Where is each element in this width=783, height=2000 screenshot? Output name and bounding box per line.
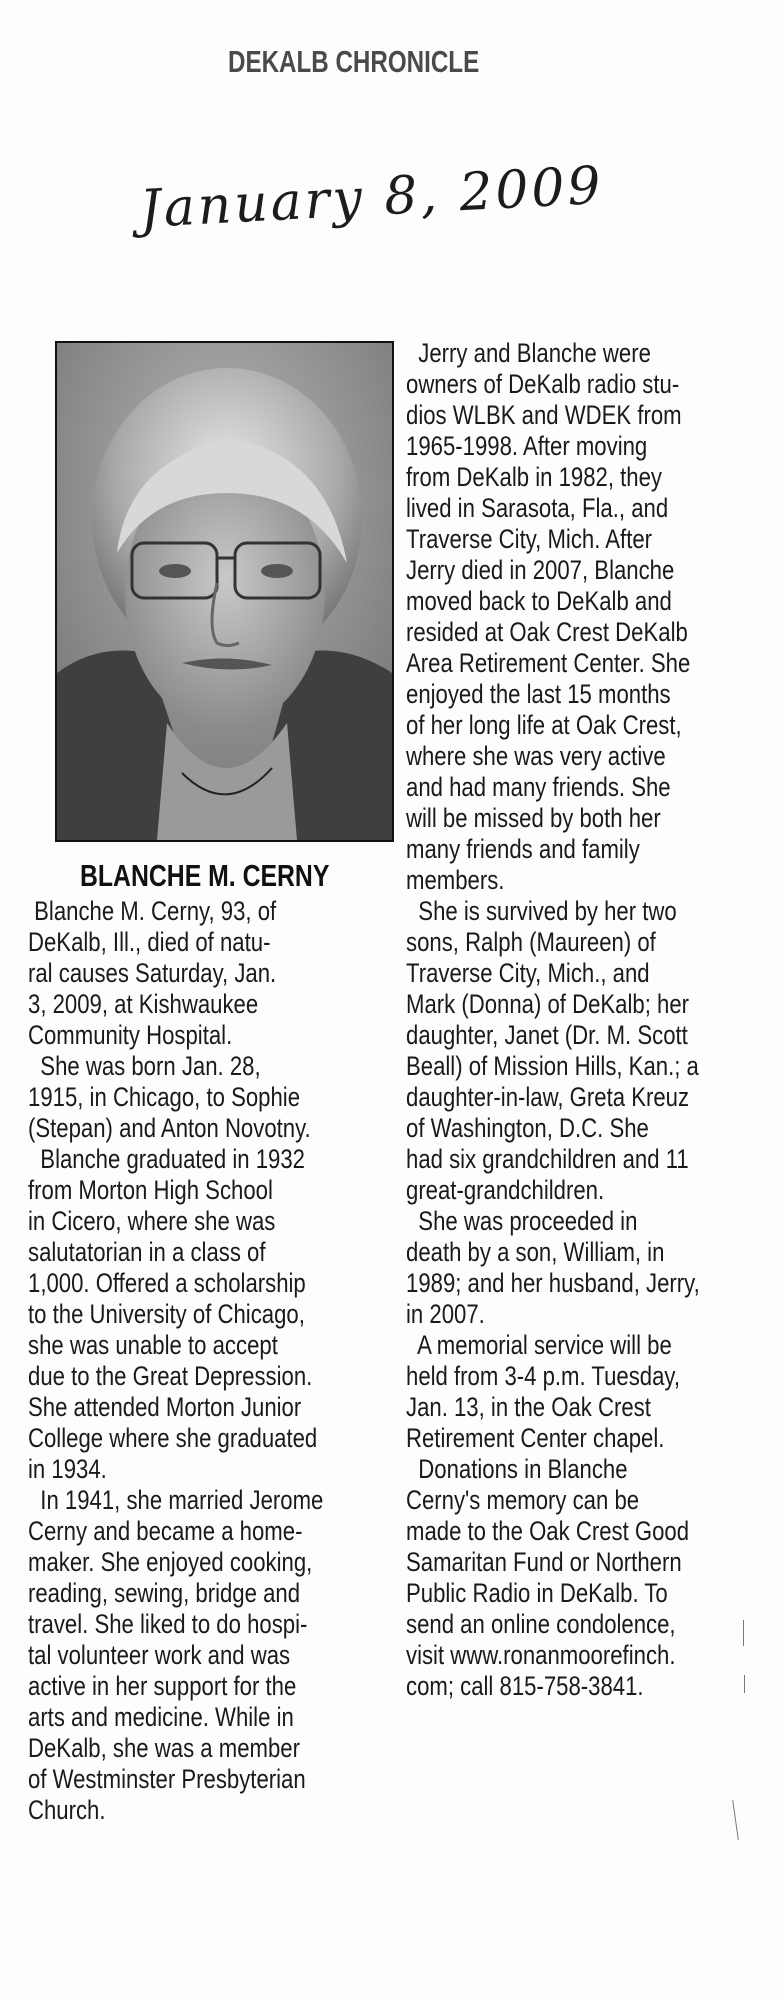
- obituary-text-line: Retirement Center chapel.: [406, 1423, 665, 1453]
- obituary-text-line: in Cicero, where she was: [28, 1206, 276, 1236]
- obituary-text-line: She is survived by her two: [406, 896, 677, 926]
- obituary-text-line: members.: [406, 865, 505, 895]
- obituary-text-line: active in her support for the: [28, 1671, 297, 1701]
- obituary-text-line: dios WLBK and WDEK from: [406, 400, 682, 430]
- obituary-text-line: to the University of Chicago,: [28, 1299, 305, 1329]
- obituary-text-line: Public Radio in DeKalb. To: [406, 1578, 668, 1608]
- obituary-left-column: [28, 896, 408, 1826]
- obituary-text-line: in 1934.: [28, 1454, 107, 1484]
- obituary-text-line: of Westminster Presbyterian: [28, 1764, 306, 1794]
- obituary-text-line: will be missed by both her: [406, 803, 661, 833]
- obituary-text-line: ral causes Saturday, Jan.: [28, 958, 277, 988]
- obituary-text-line: She attended Morton Junior: [28, 1392, 302, 1422]
- handwritten-date: January 8, 2009: [138, 155, 606, 240]
- obituary-text-line: Area Retirement Center. She: [406, 648, 691, 678]
- obituary-text-line: 1965-1998. After moving: [406, 431, 648, 461]
- obituary-text-line: many friends and family: [406, 834, 640, 864]
- scan-mark: [743, 1620, 744, 1646]
- obituary-text-line: death by a son, William, in: [406, 1237, 665, 1267]
- obituary-text-line: Samaritan Fund or Northern: [406, 1547, 682, 1577]
- obituary-text-line: Cerny and became a home-: [28, 1516, 303, 1546]
- obituary-text-line: 1989; and her husband, Jerry,: [406, 1268, 700, 1298]
- obituary-text-line: DeKalb, Ill., died of natu-: [28, 927, 271, 957]
- obituary-text-line: visit www.ronanmoorefinch.: [406, 1640, 676, 1670]
- obituary-text-line: Cerny's memory can be: [406, 1485, 640, 1515]
- obituary-text-line: Traverse City, Mich., and: [406, 958, 650, 988]
- obituary-text-line: Community Hospital.: [28, 1020, 233, 1050]
- obituary-text-line: daughter, Janet (Dr. M. Scott: [406, 1020, 688, 1050]
- obituary-text-line: moved back to DeKalb and: [406, 586, 672, 616]
- obituary-text-line: College where she graduated: [28, 1423, 318, 1453]
- obituary-name-heading: BLANCHE M. CERNY: [80, 858, 330, 893]
- portrait-photo: [55, 341, 394, 842]
- obituary-text-line: 1915, in Chicago, to Sophie: [28, 1082, 301, 1112]
- obituary-text-line: (Stepan) and Anton Novotny.: [28, 1113, 311, 1143]
- obituary-text-line: Church.: [28, 1795, 106, 1825]
- obituary-text-line: travel. She liked to do hospi-: [28, 1609, 308, 1639]
- obituary-text-line: reading, sewing, bridge and: [28, 1578, 301, 1608]
- obituary-text-line: Traverse City, Mich. After: [406, 524, 653, 554]
- obituary-text-line: resided at Oak Crest DeKalb: [406, 617, 688, 647]
- scan-mark: [732, 1800, 739, 1840]
- obituary-text-line: from Morton High School: [28, 1175, 273, 1205]
- obituary-text-line: lived in Sarasota, Fla., and: [406, 493, 669, 523]
- obituary-text-line: due to the Great Depression.: [28, 1361, 313, 1391]
- scan-mark: [744, 1675, 745, 1693]
- obituary-text-line: of her long life at Oak Crest,: [406, 710, 682, 740]
- obituary-text-line: tal volunteer work and was: [28, 1640, 291, 1670]
- obituary-text-line: Beall) of Mission Hills, Kan.; a: [406, 1051, 699, 1081]
- obituary-text-line: owners of DeKalb radio stu-: [406, 369, 680, 399]
- obituary-text-line: and had many friends. She: [406, 772, 671, 802]
- obituary-text-line: In 1941, she married Jerome: [28, 1485, 324, 1515]
- newspaper-masthead: DEKALB CHRONICLE: [228, 44, 480, 79]
- obituary-right-column: [406, 338, 776, 1702]
- obituary-text-line: had six grandchildren and 11: [406, 1144, 689, 1174]
- obituary-text-line: com; call 815-758-3841.: [406, 1671, 644, 1701]
- obituary-text-line: enjoyed the last 15 months: [406, 679, 671, 709]
- obituary-text-line: send an online condolence,: [406, 1609, 676, 1639]
- obituary-text-line: from DeKalb in 1982, they: [406, 462, 662, 492]
- obituary-text-line: Donations in Blanche: [406, 1454, 628, 1484]
- obituary-text-line: Blanche M. Cerny, 93, of: [28, 896, 277, 926]
- obituary-text-line: daughter-in-law, Greta Kreuz: [406, 1082, 690, 1112]
- obituary-text-line: made to the Oak Crest Good: [406, 1516, 690, 1546]
- obituary-text-line: in 2007.: [406, 1299, 485, 1329]
- obituary-text-line: Mark (Donna) of DeKalb; her: [406, 989, 690, 1019]
- obituary-text-line: arts and medicine. While in: [28, 1702, 294, 1732]
- obituary-text-line: maker. She enjoyed cooking,: [28, 1547, 313, 1577]
- obituary-text-line: great-grandchildren.: [406, 1175, 605, 1205]
- obituary-text-line: Jerry and Blanche were: [406, 338, 651, 368]
- obituary-text-line: 3, 2009, at Kishwaukee: [28, 989, 259, 1019]
- obituary-text-line: DeKalb, she was a member: [28, 1733, 300, 1763]
- obituary-text-line: 1,000. Offered a scholarship: [28, 1268, 306, 1298]
- obituary-text-line: where she was very active: [406, 741, 666, 771]
- portrait-illustration: [57, 343, 392, 840]
- obituary-text-line: of Washington, D.C. She: [406, 1113, 649, 1143]
- obituary-text-line: Jerry died in 2007, Blanche: [406, 555, 675, 585]
- obituary-text-line: she was unable to accept: [28, 1330, 278, 1360]
- obituary-text-line: held from 3-4 p.m. Tuesday,: [406, 1361, 681, 1391]
- obituary-text-line: salutatorian in a class of: [28, 1237, 266, 1267]
- obituary-text-line: She was proceeded in: [406, 1206, 638, 1236]
- obituary-text-line: sons, Ralph (Maureen) of: [406, 927, 656, 957]
- obituary-text-line: A memorial service will be: [406, 1330, 672, 1360]
- obituary-text-line: Blanche graduated in 1932: [28, 1144, 305, 1174]
- obituary-text-line: Jan. 13, in the Oak Crest: [406, 1392, 651, 1422]
- obituary-text-line: She was born Jan. 28,: [28, 1051, 261, 1081]
